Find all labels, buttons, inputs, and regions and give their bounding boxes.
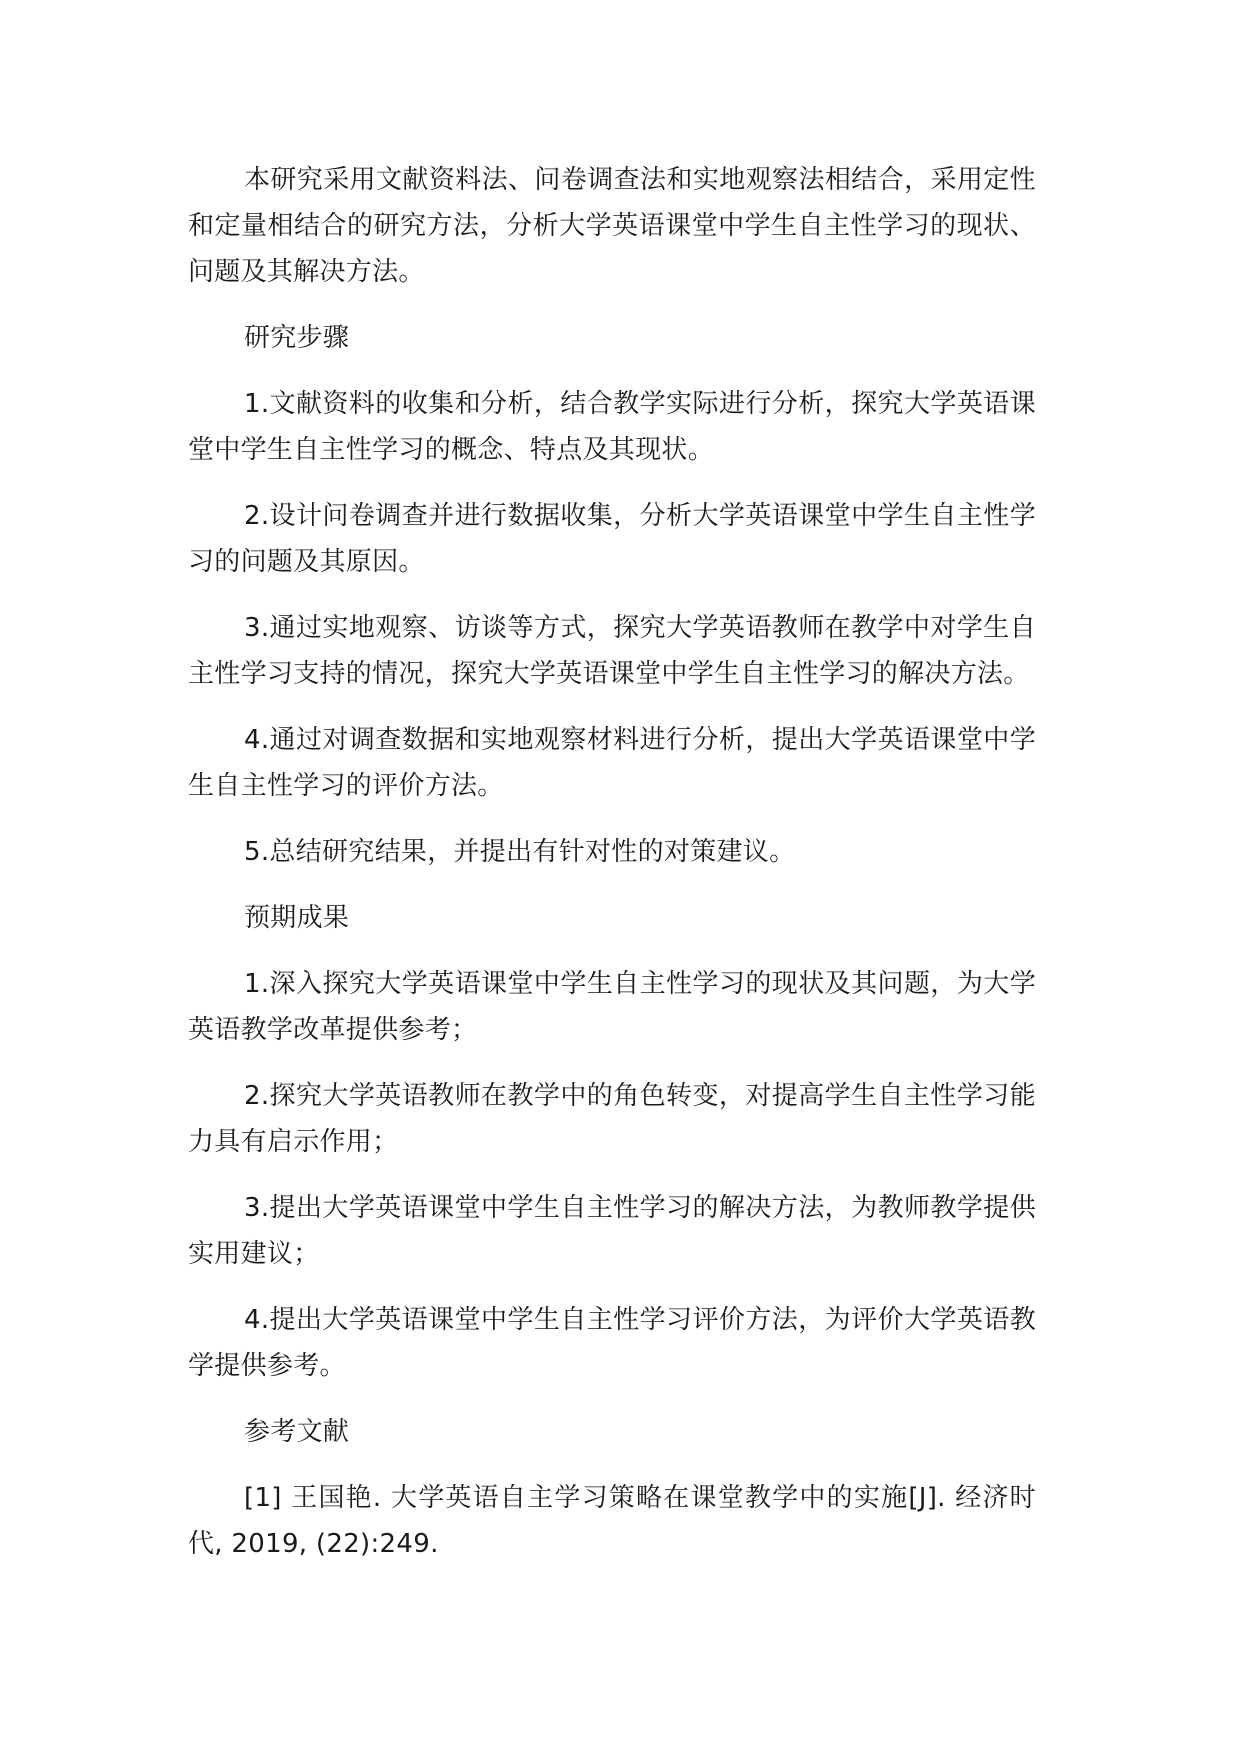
result-item-1: 1.深入探究大学英语课堂中学生自主性学习的现状及其问题，为大学英语教学改革提供参考； <box>188 969 1036 1045</box>
reference-item-1: [1] 王国艳. 大学英语自主学习策略在课堂教学中的实施[J]. 经济时代, 2019, (22):249. <box>188 1483 1036 1559</box>
intro-paragraph: 本研究采用文献资料法、问卷调查法和实地观察法相结合，采用定性和定量相结合的研究方法，分析大学英语课堂中学生自主性学习的现状、问题及其解决方法。 <box>188 165 1036 287</box>
step-item-5: 5.总结研究结果，并提出有针对性的对策建议。 <box>244 837 796 867</box>
result-item-2: 2.探究大学英语教师在教学中的角色转变，对提高学生自主性学习能力具有启示作用； <box>188 1081 1036 1157</box>
result-item-4: 4.提出大学英语课堂中学生自主性学习评价方法，为评价大学英语教学提供参考。 <box>188 1305 1036 1381</box>
step-item-2: 2.设计问卷调查并进行数据收集，分析大学英语课堂中学生自主性学习的问题及其原因。 <box>188 501 1036 577</box>
section-heading-references: 参考文献 <box>244 1417 350 1447</box>
result-item-3: 3.提出大学英语课堂中学生自主性学习的解决方法，为教师教学提供实用建议； <box>188 1193 1036 1269</box>
document-page <box>188 157 1036 1567</box>
step-item-1: 1.文献资料的收集和分析，结合教学实际进行分析，探究大学英语课堂中学生自主性学习的概念、特点及其现状。 <box>188 389 1036 465</box>
section-heading-research-steps: 研究步骤 <box>244 323 350 353</box>
step-item-4: 4.通过对调查数据和实地观察材料进行分析，提出大学英语课堂中学生自主性学习的评价方法。 <box>188 725 1036 801</box>
step-item-3: 3.通过实地观察、访谈等方式，探究大学英语教师在教学中对学生自主性学习支持的情况，探究大学英语课堂中学生自主性学习的解决方法。 <box>188 613 1036 689</box>
section-heading-expected-results: 预期成果 <box>244 903 350 933</box>
